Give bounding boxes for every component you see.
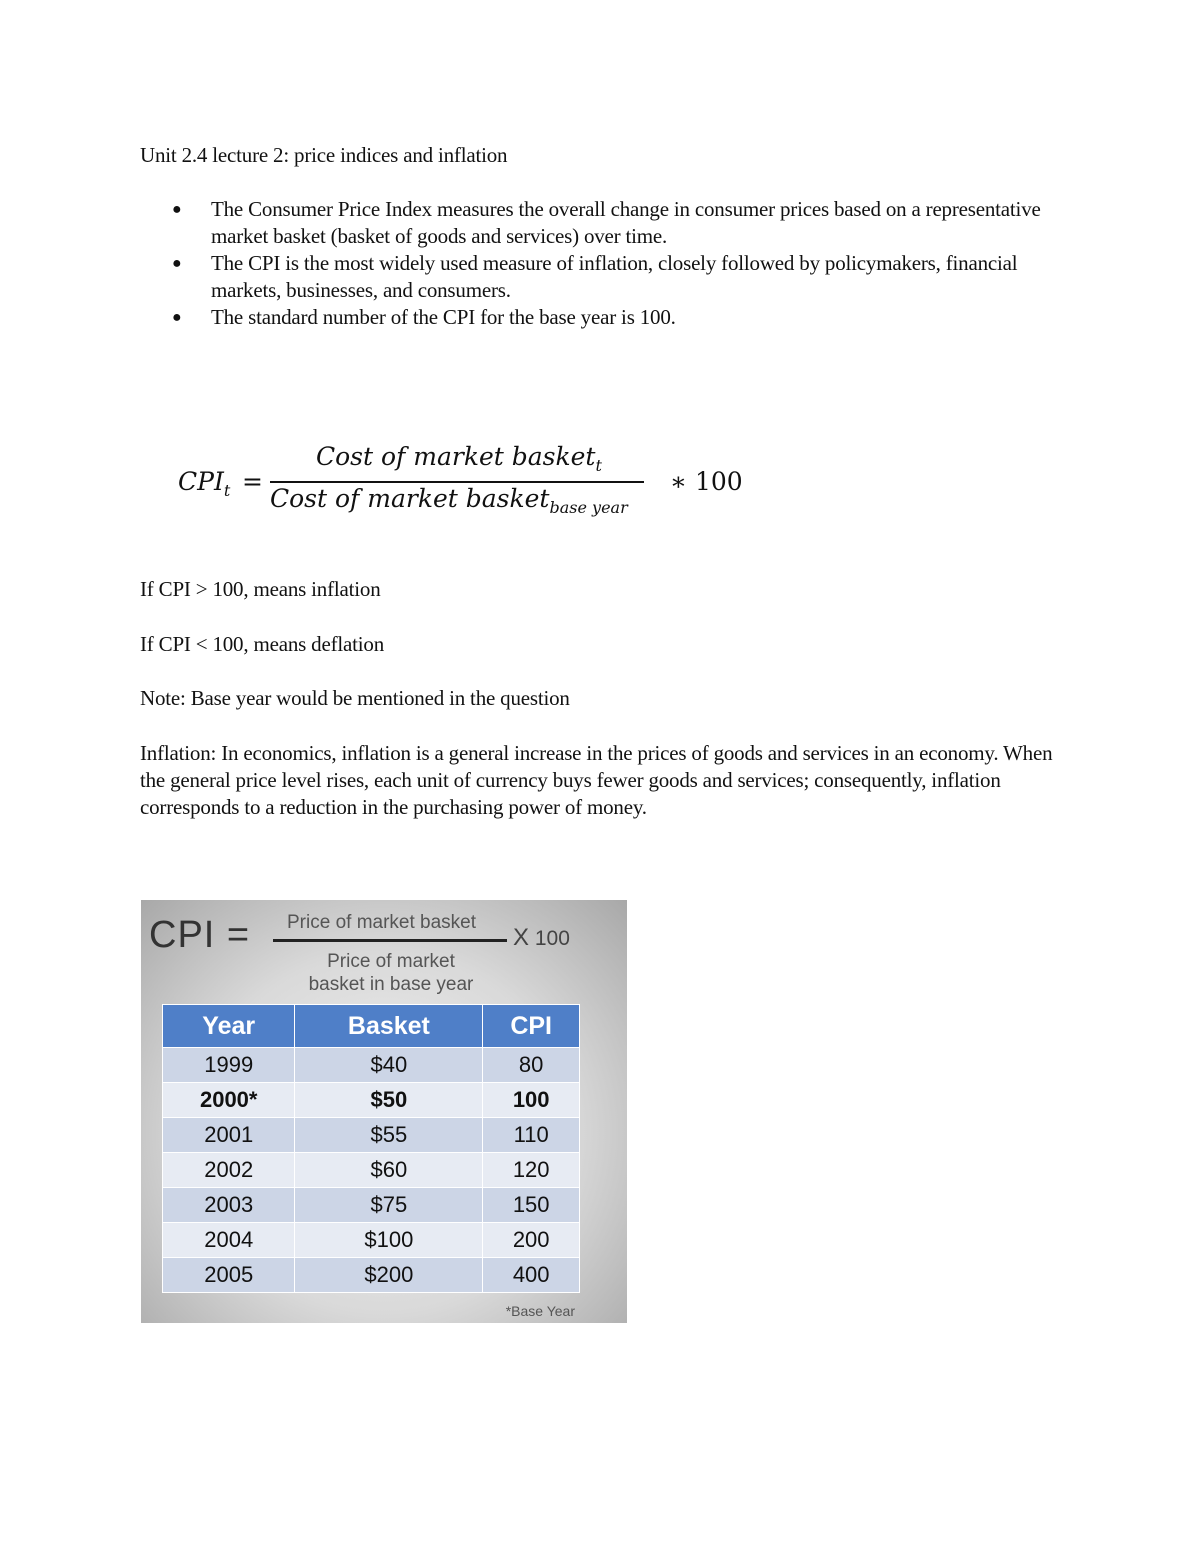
bullet-list — [140, 196, 1080, 331]
cpi-cell: 400 — [483, 1258, 580, 1293]
cpi-cell: 80 — [483, 1048, 580, 1083]
bullet-text: The CPI is the most widely used measure of inflation, closely followed by policymakers, financial markets, businesses, and consumers. — [211, 251, 1018, 302]
bullet-icon: ● — [172, 201, 182, 218]
year-cell: 2004 — [163, 1223, 295, 1258]
year-cell: 2001 — [163, 1118, 295, 1153]
cpi-cell: 150 — [483, 1188, 580, 1223]
basket-cell: $75 — [295, 1188, 483, 1223]
bullet-text: The standard number of the CPI for the base year is 100. — [211, 305, 676, 329]
table-row — [163, 1188, 580, 1223]
slide-denominator-line1: Price of market — [327, 951, 455, 972]
slide-formula-lhs: CPI = — [149, 914, 251, 956]
cpi-formula — [178, 442, 778, 526]
formula-multiplier: ∗ 100 — [670, 467, 743, 496]
basket-cell: $100 — [295, 1223, 483, 1258]
multiply-sign: X — [513, 924, 530, 951]
column-header-basket: Basket — [295, 1005, 483, 1048]
bullet-item — [140, 304, 1080, 331]
bullet-item — [140, 250, 1080, 304]
cpi-cell: 200 — [483, 1223, 580, 1258]
formula-denominator: Cost of market basket$_{base year}$ — [270, 484, 628, 517]
basket-cell: $60 — [295, 1153, 483, 1188]
multiplier-value: 100 — [534, 927, 570, 950]
base-year-note: Note: Base year would be mentioned in the question — [140, 686, 570, 710]
base-year-footnote: *Base Year — [505, 1303, 575, 1319]
year-cell: 2005 — [163, 1258, 295, 1293]
column-header-year: Year — [163, 1005, 295, 1048]
cpi-cell: 110 — [483, 1118, 580, 1153]
table-row — [163, 1223, 580, 1258]
inflation-rule: If CPI > 100, means inflation — [140, 577, 381, 601]
slide-formula-denominator — [271, 950, 511, 996]
basket-cell: $55 — [295, 1118, 483, 1153]
cpi-table — [162, 1004, 580, 1293]
table-header-row — [163, 1005, 580, 1048]
formula-numerator: Cost of market basket$_t$ — [316, 442, 602, 475]
slide-denominator-line2: basket in base year — [308, 974, 474, 995]
year-cell: 2003 — [163, 1188, 295, 1223]
table-row — [163, 1258, 580, 1293]
basket-cell: $40 — [295, 1048, 483, 1083]
slide-formula-numerator: Price of market basket — [287, 912, 477, 933]
bullet-text: The Consumer Price Index measures the overall change in consumer prices based on a representative market basket (basket of goods and services) over time. — [211, 197, 1041, 248]
table-row — [163, 1118, 580, 1153]
slide-fraction-line — [273, 939, 507, 942]
bullet-icon: ● — [172, 309, 182, 326]
cpi-cell: 100 — [483, 1083, 580, 1118]
formula-lhs: $CPI_t$ — [178, 467, 231, 500]
fraction-line — [270, 481, 644, 483]
year-cell: 1999 — [163, 1048, 295, 1083]
column-header-cpi: CPI — [483, 1005, 580, 1048]
cpi-slide-image — [141, 900, 627, 1323]
table-row — [163, 1153, 580, 1188]
page-title: Unit 2.4 lecture 2: price indices and inflation — [140, 143, 508, 167]
table-row — [163, 1083, 580, 1118]
inflation-definition: Inflation: In economics, inflation is a general increase in the prices of goods and services in an economy. When the general price level rises, each unit of currency buys fewer goods and services; consequently, inflation corresponds to a reduction in the purchasing power of money. — [140, 741, 1053, 819]
table-row — [163, 1048, 580, 1083]
bullet-icon: ● — [172, 255, 182, 272]
deflation-rule: If CPI < 100, means deflation — [140, 632, 384, 656]
basket-cell: $50 — [295, 1083, 483, 1118]
year-cell: 2000* — [163, 1083, 295, 1118]
year-cell: 2002 — [163, 1153, 295, 1188]
slide-formula-multiplier — [513, 924, 570, 952]
cpi-cell: 120 — [483, 1153, 580, 1188]
basket-cell: $200 — [295, 1258, 483, 1293]
formula-equals: = — [242, 467, 263, 496]
bullet-item — [140, 196, 1080, 250]
